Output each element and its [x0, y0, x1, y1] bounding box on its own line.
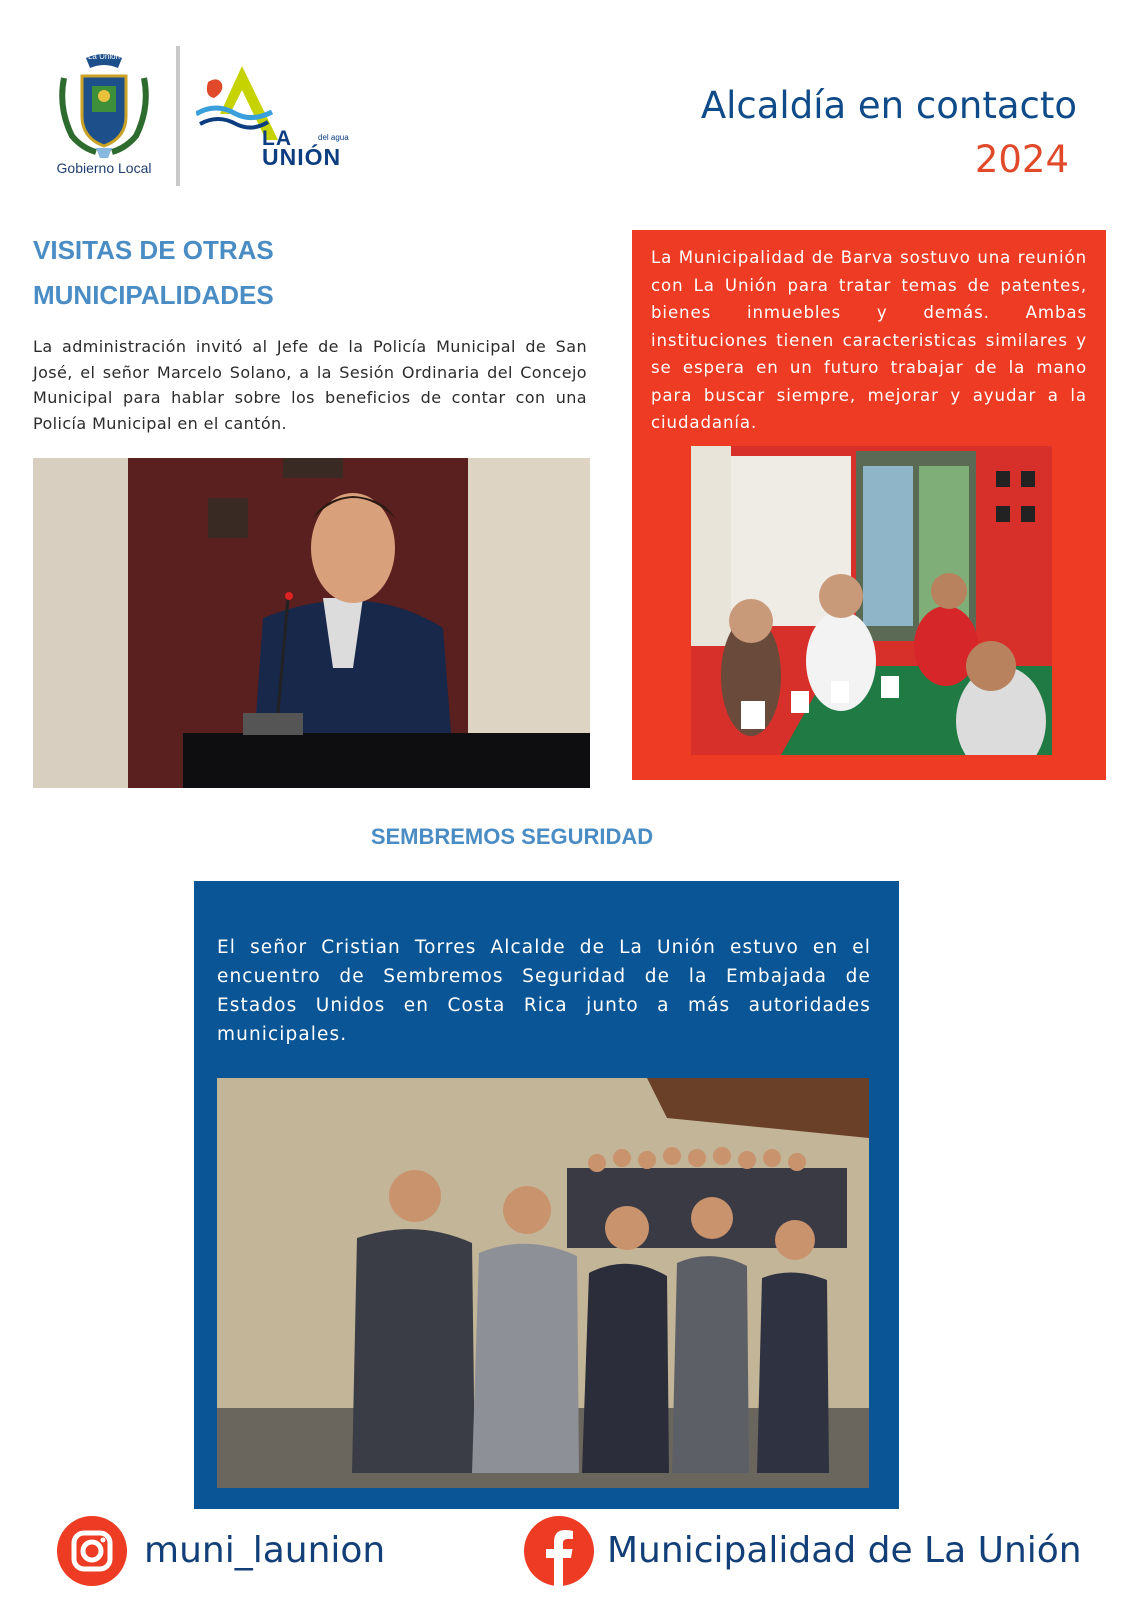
facebook-handle[interactable]: Municipalidad de La Unión — [607, 1530, 1082, 1571]
group-photo — [217, 1078, 869, 1488]
speaker-photo — [33, 458, 590, 788]
coat-banner: La Unión — [87, 52, 121, 61]
section-visitas-body: La administración invitó al Jefe de la Policía Municipal de San José, el señor Marcelo Solano, a la Sesión Ordinaria del Concejo Municipal para hablar sobre los beneficios de contar con una Policía Municipal en el cantón. — [33, 337, 587, 433]
coat-of-arms-logo — [56, 48, 152, 160]
page-title: Alcaldía en contacto — [700, 84, 1077, 127]
brand-la-text: LA — [262, 127, 292, 150]
logo-divider — [176, 46, 180, 186]
barva-meeting-body: La Municipalidad de Barva sostuvo una reunión con La Unión para tratar temas de patentes, bienes inmuebles y demás. Ambas instituciones tienen caracteristicas similares y se espera en un futuro trabajar de la mano para buscar siempre, mejorar y ayudar a la ciudadanía. — [651, 248, 1087, 432]
brand-union-text: UNIÓN — [262, 144, 342, 170]
brand-del-agua-text: del agua — [318, 133, 349, 142]
gobierno-local-label: Gobierno Local — [56, 160, 152, 176]
section-sembremos-heading: SEMBREMOS SEGURIDAD — [370, 824, 654, 849]
instagram-icon[interactable] — [57, 1516, 127, 1586]
sembremos-body: El señor Cristian Torres Alcalde de La Unión estuvo en el encuentro de Sembremos Seguridad de la Embajada de Estados Unidos en Costa Rica junto a más autoridades municipales. — [217, 937, 871, 1045]
section-visitas-heading: VISITAS DE OTRAS MUNICIPALIDADES — [33, 235, 274, 310]
meeting-photo — [691, 446, 1052, 755]
instagram-handle[interactable]: muni_launion — [144, 1530, 386, 1571]
facebook-icon[interactable] — [524, 1516, 594, 1586]
page-year: 2024 — [974, 138, 1069, 181]
